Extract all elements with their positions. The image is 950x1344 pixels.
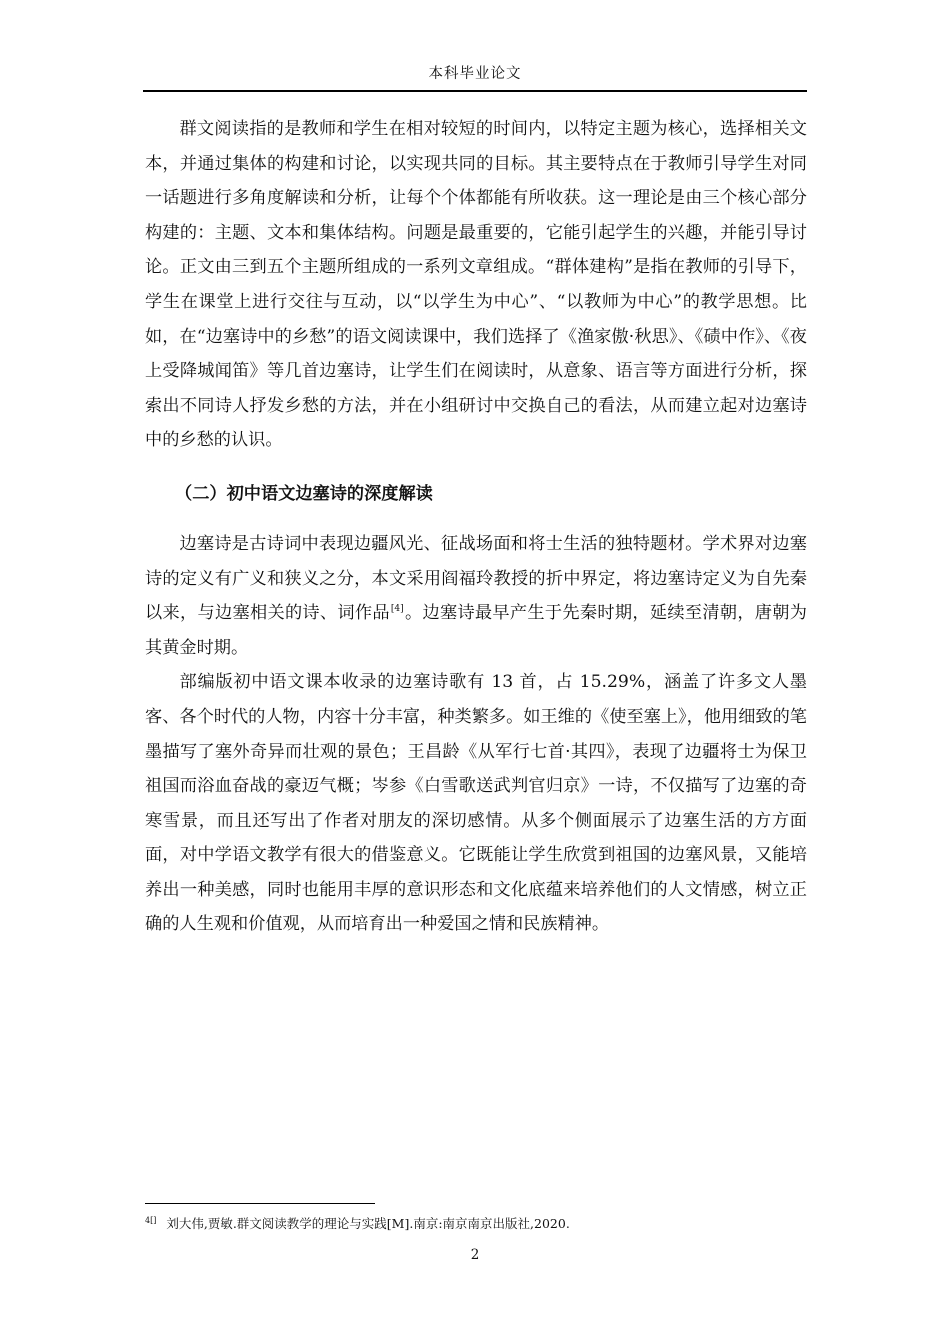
paragraph-frontier-poetry-definition (145, 527, 807, 665)
header-title: 本科毕业论文 (428, 66, 522, 82)
paragraph-group-reading: 群文阅读指的是教师和学生在相对较短的时间内，以特定主题为核心，选择相关文本，并通过集体的构建和讨论，以实现共同的目标。其主要特点在于教师引导学生对同一话题进行多角度解读和分析，让每个个体都能有所收获。这一理论是由三个核心部分构建的：主题、文本和集体结构。问题是最重要的，它能引起学生的兴趣，并能引导讨论。正文由三到五个主题所组成的一系列文章组成。“群体建构”是指在教师的引导下，学生在课堂上进行交往与互动，以“以学生为中心”、“以教师为中心”的教学思想。比如，在“边塞诗中的乡愁”的语文阅读课中，我们选择了《渔家傲·秋思》、《碛中作》、《夜上受降城闻笛》等几首边塞诗，让学生们在阅读时，从意象、语言等方面进行分析，探索出不同诗人抒发乡愁的方法，并在小组研讨中交换自己的看法，从而建立起对边塞诗中的乡愁的认识。 (145, 119, 807, 451)
page-header (143, 40, 807, 92)
body-content (145, 112, 807, 942)
footnote-text: 刘大伟,贾敏.群文阅读教学的理论与实践[M].南京:南京南京出版社,2020. (166, 1216, 570, 1231)
paragraph-textbook-poems: 部编版初中语文课本收录的边塞诗歌有 13 首，占 15.29%，涵盖了许多文人墨客、各个时代的人物，内容十分丰富，种类繁多。如王维的《使至塞上》，他用细致的笔墨描写了塞外奇异而壮观的景色；王昌龄《从军行七首·其四》，表现了边疆将士为保卫祖国而浴血奋战的豪迈气概；岑参《白雪歌送武判官归京》一诗，不仅描写了边塞的奇寒雪景，而且还写出了作者对朋友的深切感情。从多个侧面展示了边塞生活的方方面面，对中学语文教学有很大的借鉴意义。它既能让学生欣赏到祖国的边塞风景，又能培养出一种美感，同时也能用丰厚的意识形态和文化底蕴来培养他们的人文情感，树立正确的人生观和价值观，从而培育出一种爱国之情和民族精神。 (145, 672, 807, 935)
page-number: 2 (470, 1247, 480, 1263)
section-heading: （二）初中语文边塞诗的深度解读 (175, 483, 433, 504)
footnote (145, 1212, 807, 1233)
citation-ref: [4] (390, 604, 404, 615)
footnote-mark: 4[] (145, 1216, 157, 1225)
paragraph2-text-after: 。边塞诗最早产生于先秦时期，延续至清朝，唐朝为其黄金时期。 (145, 603, 807, 658)
paragraph2-text-before: 边塞诗是古诗词中表现边疆风光、征战场面和将士生活的独特题材。学术界对边塞诗的定义有广义和狭义之分，本文采用阎福玲教授的折中界定，将边塞诗定义为自先秦以来，与边塞相关的诗、词作品 (145, 533, 807, 624)
footnote-separator (145, 1203, 375, 1204)
